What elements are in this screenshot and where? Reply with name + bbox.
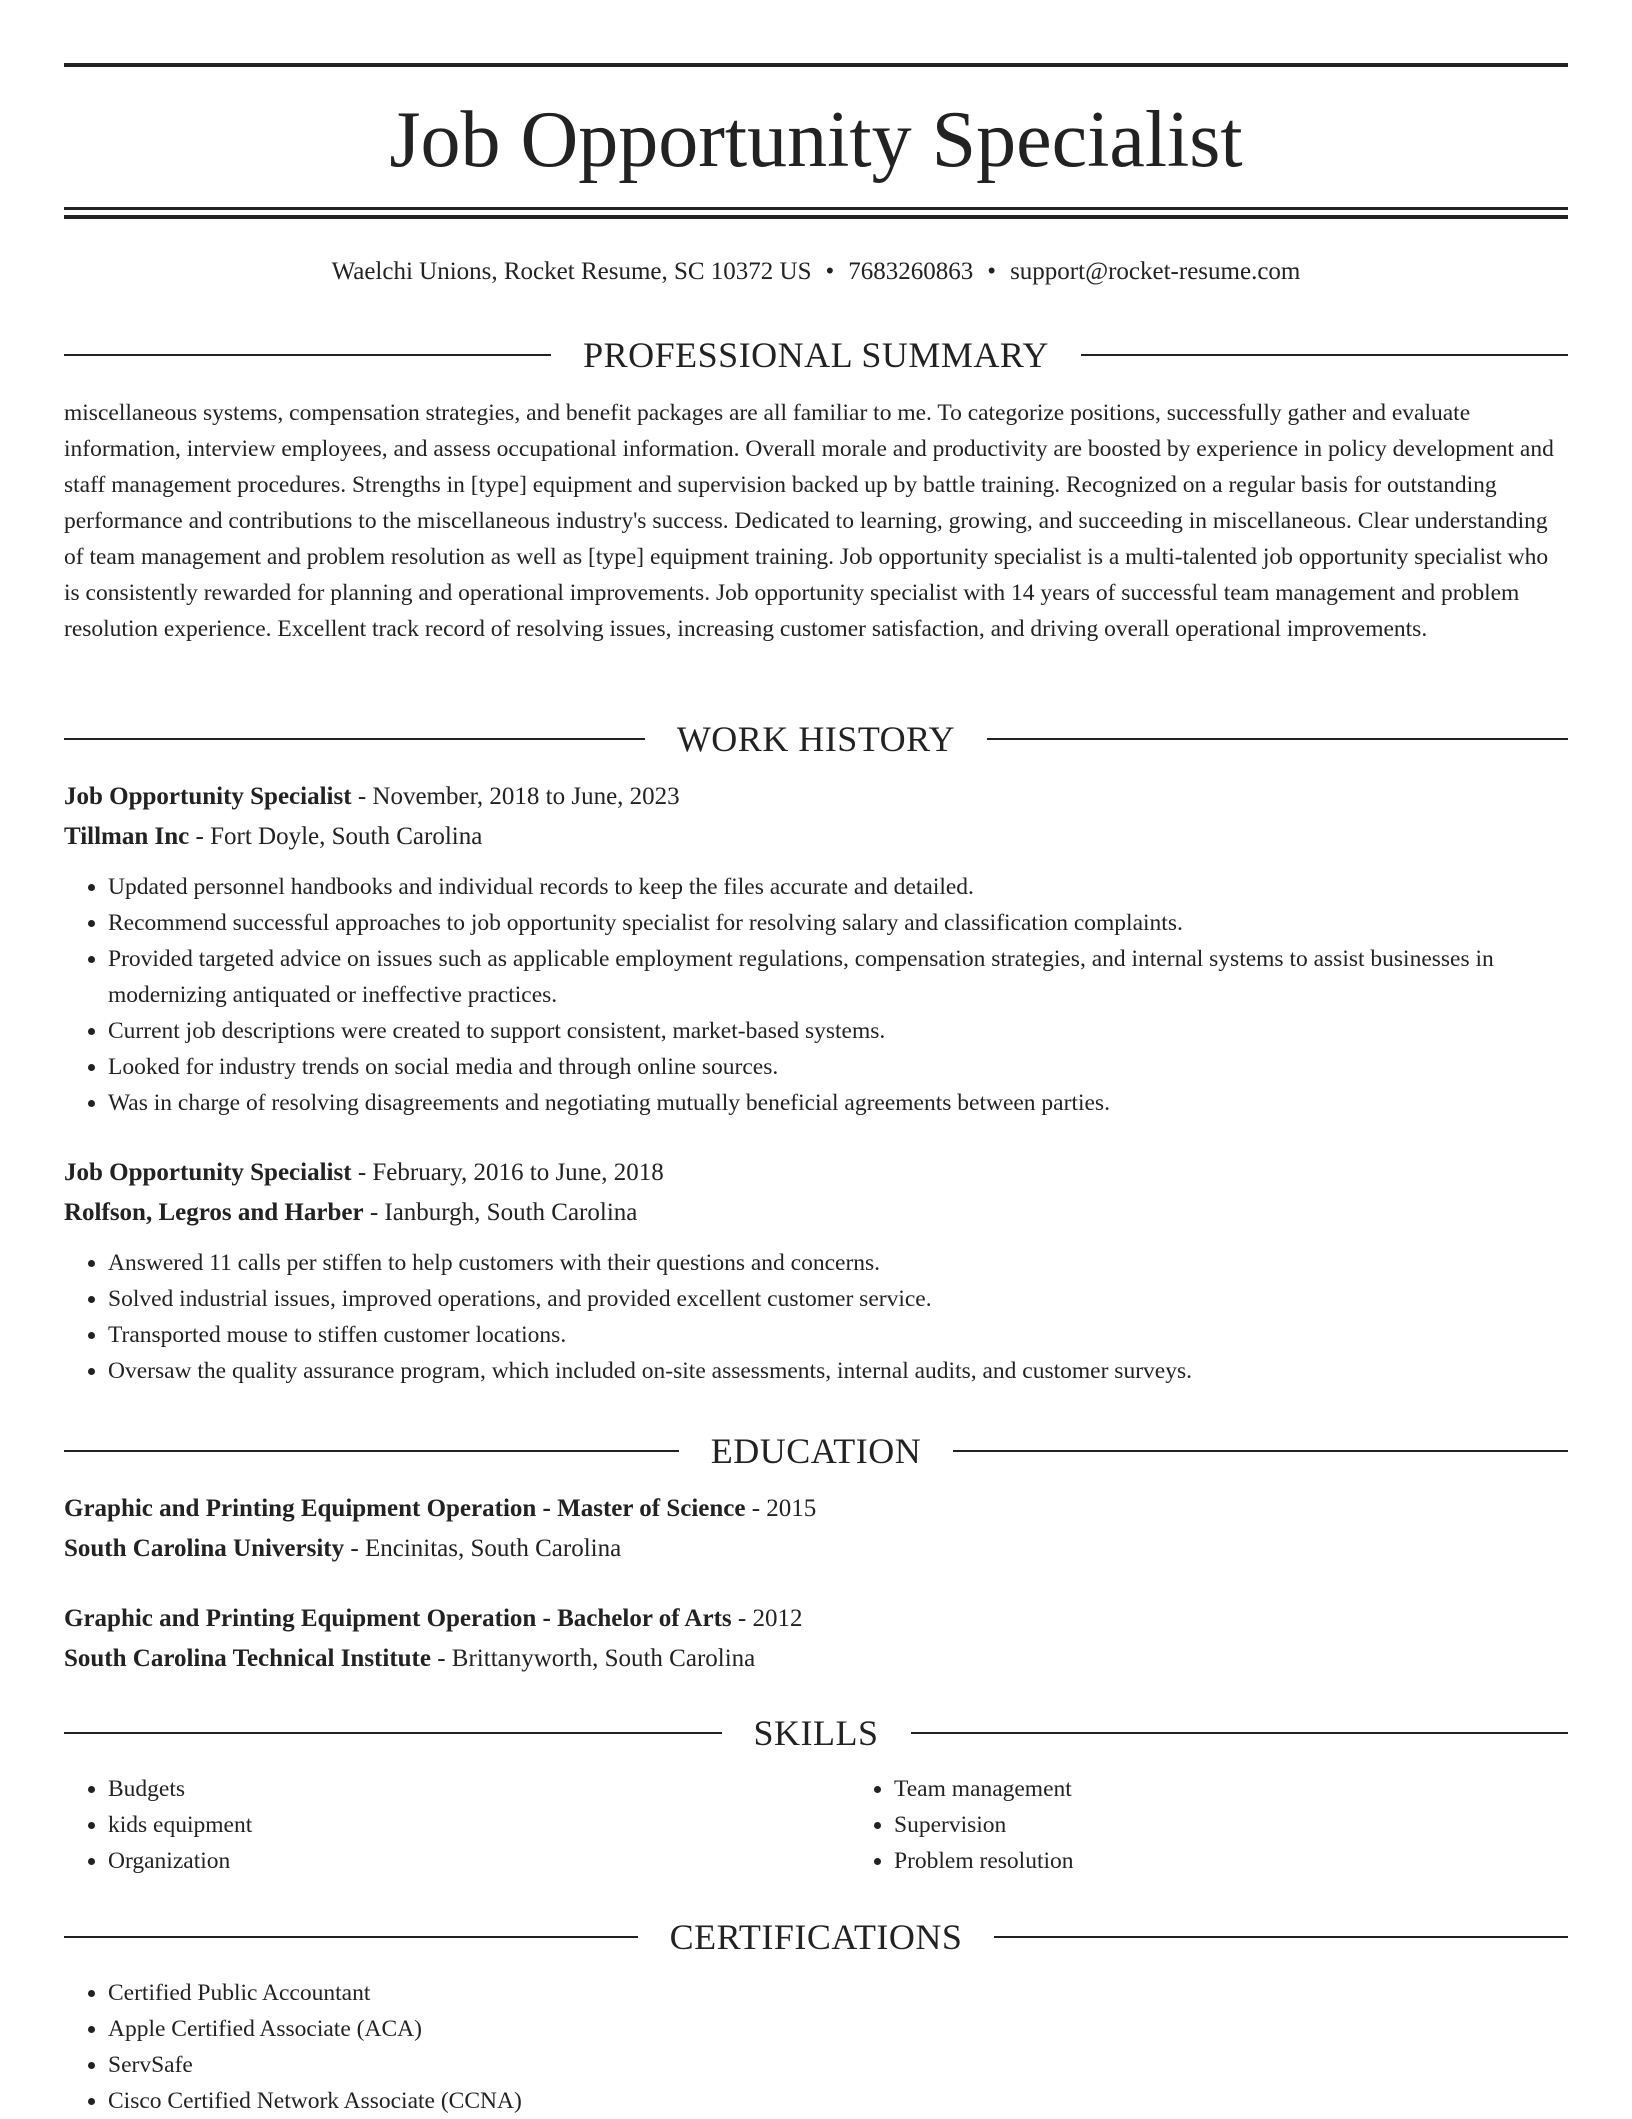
job-bullets [64, 1245, 1568, 1389]
education-section [64, 1429, 1568, 1679]
section-title: EDUCATION [710, 1431, 922, 1471]
list-item: • Supervision [894, 1807, 1632, 1843]
job-title-line [64, 777, 1568, 817]
list-item: • ServSafe [108, 2047, 1568, 2083]
contact-separator: • [825, 258, 835, 285]
summary-text: miscellaneous systems, compensation strategies, and benefit packages are all familiar to me. To categorize positions, successfully gather and evaluate information, interview employees, and assess occupational information. Overall morale and productivity are boosted by experience in policy development and staff management procedures. Strengths in [type] equipment and supervision backed up by battle training. Recognized on a regular basis for outstanding performance and contributions to the miscellaneous industry's success. Dedicated to learning, growing, and succeeding in miscellaneous. Clear understanding of team management and problem resolution as well as [type] equipment training. Job opportunity specialist is a multi-talented job opportunity specialist who is consistently rewarded for planning and operational improvements. Job opportunity specialist with 14 years of successful team management and problem resolution experience. Excellent track record of resolving issues, increasing customer satisfaction, and driving overall operational improvements. [64, 400, 1554, 642]
degree: Graphic and Printing Equipment Operation - Bachelor of Arts [64, 1605, 732, 1632]
certifications-heading [64, 1915, 1568, 1959]
job-entry [64, 777, 1568, 1121]
resume-title: Job Opportunity Specialist [389, 96, 1243, 184]
job-company: Rolfson, Legros and Harber [64, 1199, 364, 1226]
title-rule-upper [64, 207, 1568, 210]
certifications-section [64, 1915, 1568, 2119]
school-location: - Encinitas, South Carolina [344, 1535, 622, 1562]
heading-rule [64, 1936, 638, 1938]
summary-section [64, 333, 1568, 647]
list-item: • Solved industrial issues, improved operations, and provided excellent customer service. [108, 1281, 1568, 1317]
heading-rule [64, 738, 645, 740]
skills-section [64, 1711, 1568, 1879]
school-location: - Brittanyworth, South Carolina [430, 1645, 756, 1672]
list-item: • Provided targeted advice on issues such as applicable employment regulations, compensation strategies, and internal systems to assist businesses in modernizing antiquated or ineffective practices. [108, 941, 1568, 1013]
contact-line [64, 254, 1568, 290]
degree-line [64, 1489, 1568, 1529]
contact-email: support@rocket-resume.com [1010, 258, 1301, 285]
school: South Carolina Technical Institute [64, 1645, 431, 1672]
list-item: • Certified Public Accountant [108, 1975, 1568, 2011]
education-heading [64, 1429, 1568, 1473]
certifications-list [64, 1975, 1568, 2119]
job-company-line [64, 1193, 1568, 1233]
list-item: • Apple Certified Associate (ACA) [108, 2011, 1568, 2047]
school-line [64, 1639, 1568, 1679]
job-title: Job Opportunity Specialist [64, 783, 352, 810]
heading-rule [64, 354, 551, 356]
skills-columns [64, 1771, 1568, 1879]
heading-rule [1081, 354, 1568, 356]
school-line [64, 1529, 1568, 1569]
list-item: • Team management [894, 1771, 1632, 1807]
job-dates: - November, 2018 to June, 2023 [351, 783, 680, 810]
section-title: SKILLS [753, 1713, 879, 1753]
list-item: • kids equipment [108, 1807, 850, 1843]
list-item: • Problem resolution [894, 1843, 1632, 1879]
heading-rule [64, 1450, 679, 1452]
top-rule [64, 63, 1568, 67]
job-company-line [64, 817, 1568, 857]
skills-heading [64, 1711, 1568, 1755]
heading-rule [64, 1732, 722, 1734]
degree-line [64, 1599, 1568, 1639]
work-history-heading [64, 717, 1568, 761]
list-item: • Current job descriptions were created to support consistent, market-based systems. [108, 1013, 1568, 1049]
job-title-line [64, 1153, 1568, 1193]
work-history-section [64, 717, 1568, 1389]
section-title: PROFESSIONAL SUMMARY [583, 335, 1049, 375]
degree-year: - 2012 [731, 1605, 803, 1632]
education-entry [64, 1489, 1568, 1569]
title-rule-lower [64, 215, 1568, 219]
degree-year: - 2015 [745, 1495, 817, 1522]
skills-right-list [850, 1771, 1632, 1879]
degree: Graphic and Printing Equipment Operation - Master of Science [64, 1495, 746, 1522]
list-item: • Was in charge of resolving disagreements and negotiating mutually beneficial agreements between parties. [108, 1085, 1568, 1121]
contact-address: Waelchi Unions, Rocket Resume, SC 10372 US [331, 258, 812, 285]
summary-heading [64, 333, 1568, 377]
heading-rule [987, 738, 1568, 740]
job-dates: - February, 2016 to June, 2018 [351, 1159, 664, 1186]
contact-phone: 7683260863 [848, 258, 974, 285]
heading-rule [994, 1936, 1568, 1938]
job-location: - Fort Doyle, South Carolina [189, 823, 483, 850]
heading-rule [953, 1450, 1568, 1452]
job-company: Tillman Inc [64, 823, 190, 850]
list-item: • Looked for industry trends on social media and through online sources. [108, 1049, 1568, 1085]
list-item: • Transported mouse to stiffen customer locations. [108, 1317, 1568, 1353]
list-item: • Updated personnel handbooks and individual records to keep the files accurate and detailed. [108, 869, 1568, 905]
section-title: WORK HISTORY [676, 719, 956, 759]
job-entry [64, 1153, 1568, 1389]
section-title: CERTIFICATIONS [669, 1917, 963, 1957]
job-location: - Ianburgh, South Carolina [363, 1199, 638, 1226]
skills-left-list [64, 1771, 850, 1879]
list-item: • Organization [108, 1843, 850, 1879]
list-item: • Recommend successful approaches to job opportunity specialist for resolving salary and classification complaints. [108, 905, 1568, 941]
list-item: • Oversaw the quality assurance program, which included on-site assessments, internal audits, and customer surveys. [108, 1353, 1568, 1389]
school: South Carolina University [64, 1535, 345, 1562]
heading-rule [911, 1732, 1569, 1734]
job-bullets [64, 869, 1568, 1121]
contact-separator: • [987, 258, 997, 285]
job-title: Job Opportunity Specialist [64, 1159, 352, 1186]
list-item: • Budgets [108, 1771, 850, 1807]
list-item: • Answered 11 calls per stiffen to help customers with their questions and concerns. [108, 1245, 1568, 1281]
education-entry [64, 1599, 1568, 1679]
list-item: • Cisco Certified Network Associate (CCNA) [108, 2083, 1568, 2119]
